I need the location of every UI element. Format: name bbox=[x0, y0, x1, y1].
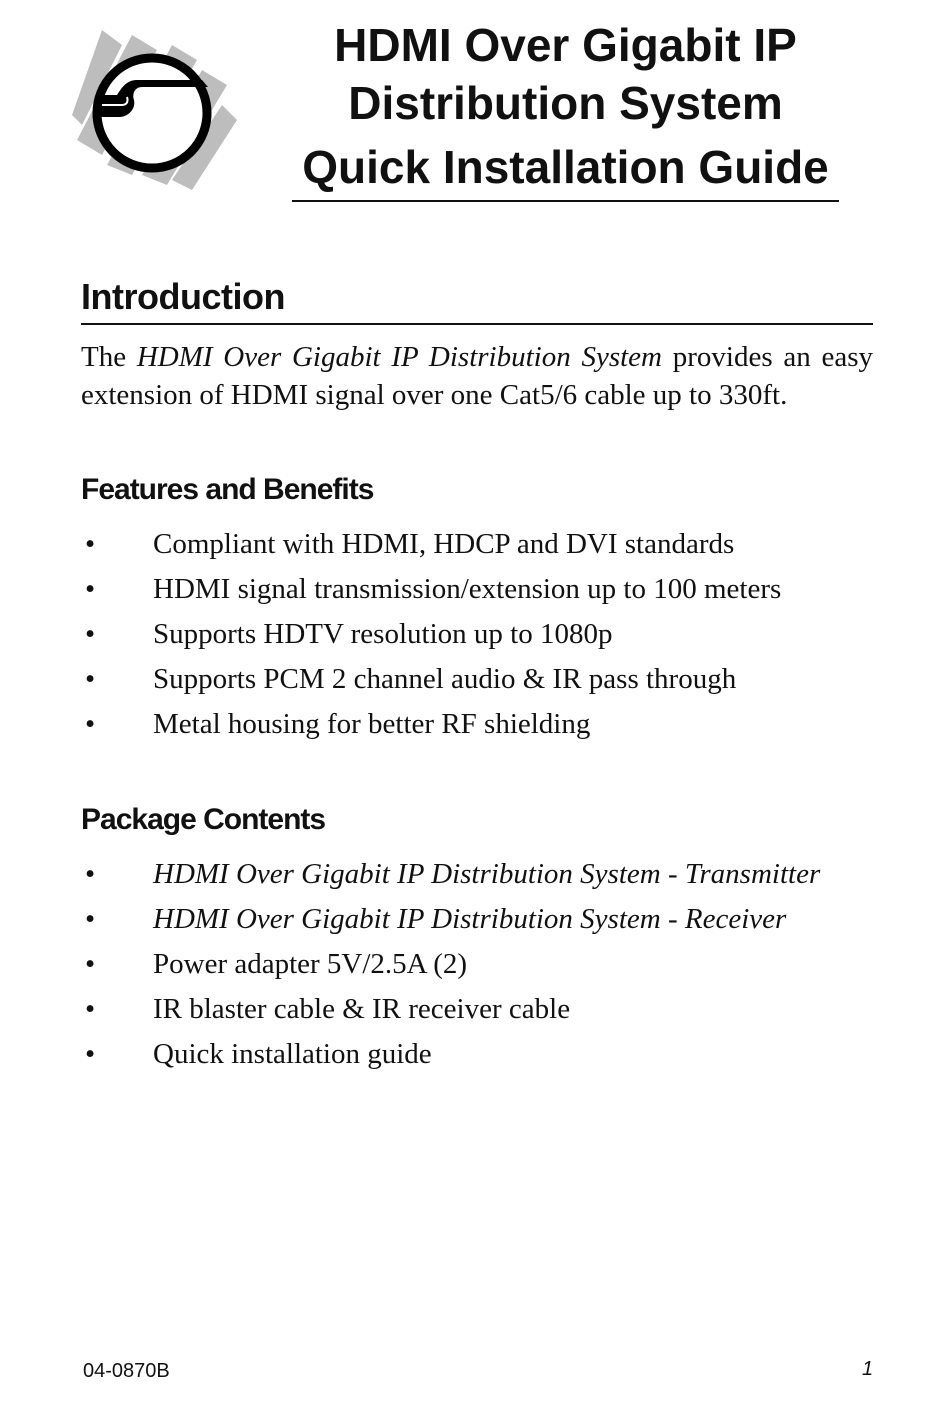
bullet-icon: • bbox=[85, 858, 96, 890]
list-item bbox=[81, 990, 873, 1028]
intro-text-end: provides an easy extension of HDMI signal over one Cat5/6 cable up to 330ft. bbox=[81, 341, 873, 411]
page-number: 1 bbox=[862, 1358, 874, 1380]
list-item-text: Supports PCM 2 channel audio & IR pass through bbox=[153, 663, 737, 695]
title-divider bbox=[292, 200, 839, 202]
bullet-icon: • bbox=[85, 993, 96, 1025]
list-item-text: Compliant with HDMI, HDCP and DVI standards bbox=[153, 528, 735, 560]
list-item bbox=[81, 945, 873, 983]
list-item-text: Supports HDTV resolution up to 1080p bbox=[153, 618, 613, 650]
bullet-icon: • bbox=[85, 1038, 96, 1070]
list-item-text: HDMI signal transmission/extension up to 100 meters bbox=[153, 573, 782, 605]
list-item-text: HDMI Over Gigabit IP Distribution System - Receiver bbox=[153, 903, 787, 935]
title-line-1: HDMI Over Gigabit IP bbox=[334, 19, 797, 71]
intro-product-name: HDMI Over Gigabit IP Distribution System bbox=[136, 341, 662, 373]
bullet-icon: • bbox=[85, 528, 96, 560]
bullet-icon: • bbox=[85, 618, 96, 650]
list-item bbox=[81, 705, 873, 743]
list-item-text: Quick installation guide bbox=[153, 1038, 432, 1070]
list-item bbox=[81, 900, 873, 938]
document-title bbox=[292, 16, 839, 196]
list-item bbox=[81, 855, 873, 893]
list-item-text: IR blaster cable & IR receiver cable bbox=[153, 993, 571, 1025]
bullet-icon: • bbox=[85, 708, 96, 740]
list-item-text: Metal housing for better RF shielding bbox=[153, 708, 591, 740]
bullet-icon: • bbox=[85, 948, 96, 980]
list-item bbox=[81, 1035, 873, 1073]
siig-logo-icon bbox=[72, 25, 237, 190]
introduction-text bbox=[81, 338, 873, 414]
introduction-heading: Introduction bbox=[81, 276, 285, 317]
package-list bbox=[81, 855, 873, 1080]
list-item bbox=[81, 525, 873, 563]
list-item-text: HDMI Over Gigabit IP Distribution System - Transmitter bbox=[153, 858, 821, 890]
features-heading: Features and Benefits bbox=[81, 473, 374, 506]
bullet-icon: • bbox=[85, 573, 96, 605]
list-item bbox=[81, 660, 873, 698]
introduction-divider bbox=[81, 323, 873, 325]
intro-text-start: The bbox=[81, 341, 137, 373]
title-line-3: Quick Installation Guide bbox=[302, 141, 829, 193]
document-code: 04-0870B bbox=[83, 1360, 170, 1382]
bullet-icon: • bbox=[85, 903, 96, 935]
list-item bbox=[81, 615, 873, 653]
title-line-2: Distribution System bbox=[348, 77, 783, 129]
features-list bbox=[81, 525, 873, 750]
list-item bbox=[81, 570, 873, 608]
package-heading: Package Contents bbox=[81, 803, 326, 836]
bullet-icon: • bbox=[85, 663, 96, 695]
list-item-text: Power adapter 5V/2.5A (2) bbox=[153, 948, 468, 980]
